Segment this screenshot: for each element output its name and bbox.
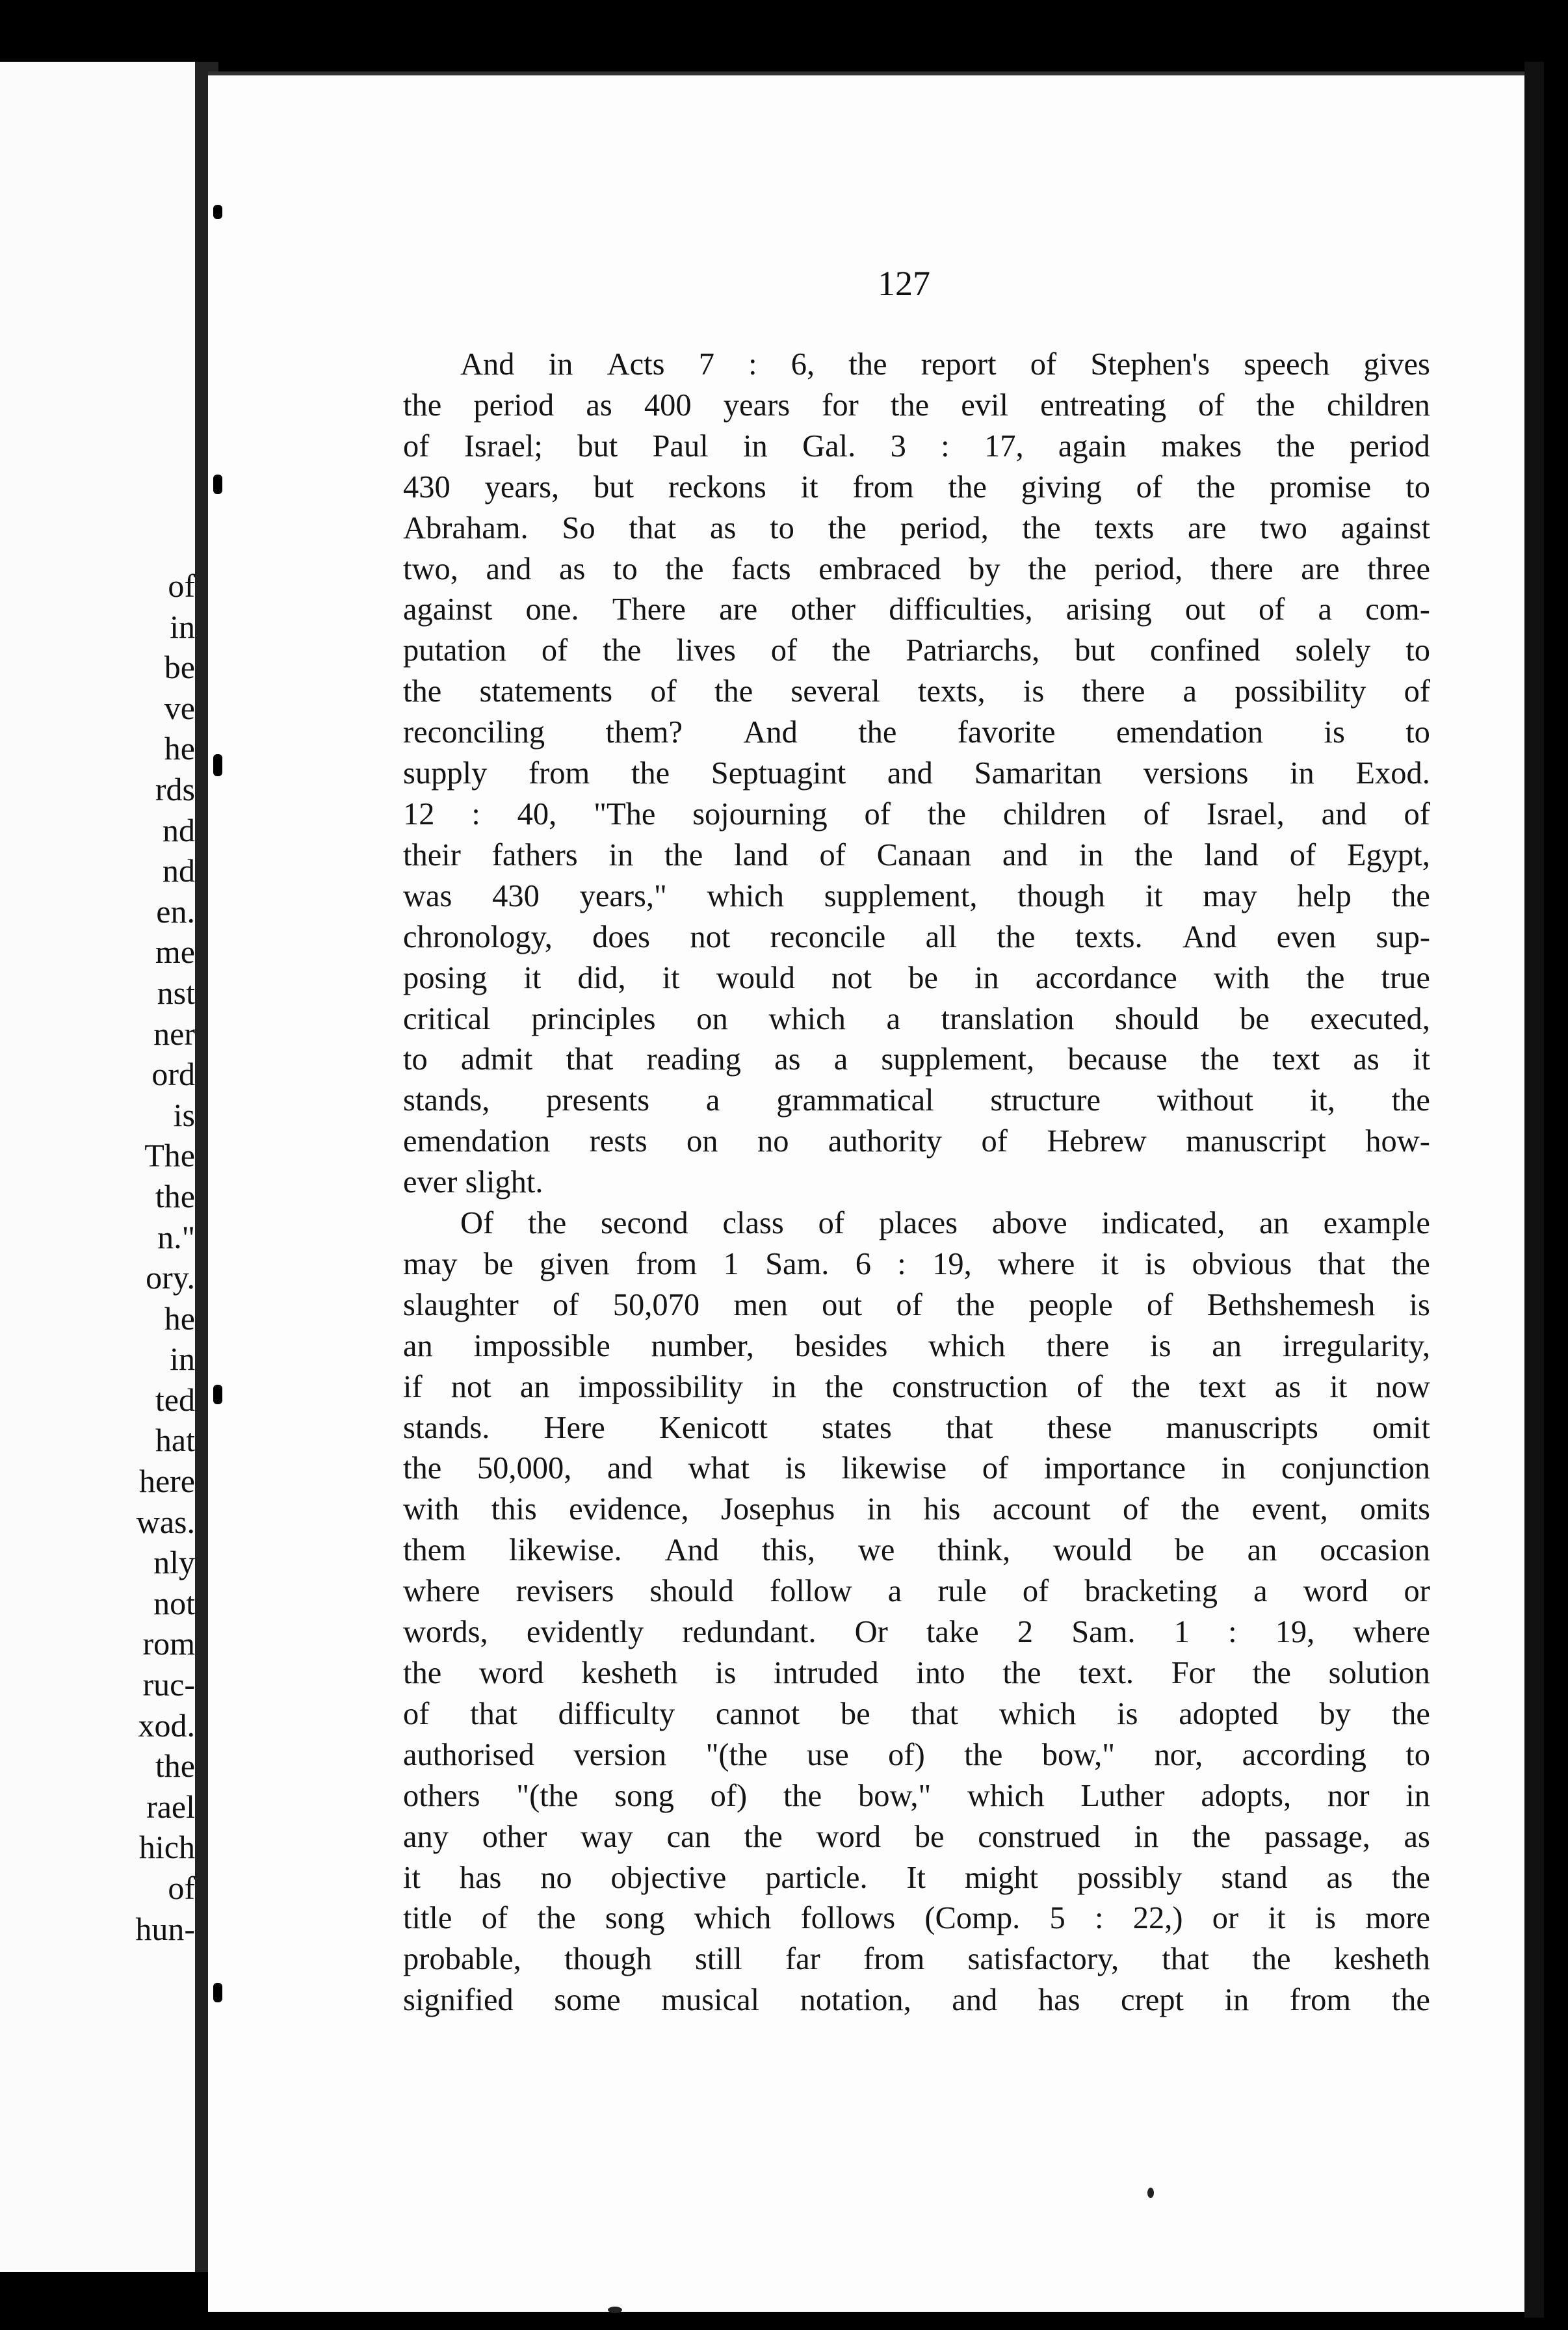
facing-page-fragment: nd [163, 852, 195, 889]
facing-page-fragment: nst [157, 974, 195, 1011]
facing-page-fragment: rom [142, 1625, 195, 1662]
text-line: to admit that reading as a supplement, because the text as it [403, 1042, 1430, 1077]
text-line: signified some musical notation, and has crept in from the [403, 1983, 1430, 2018]
text-line: the statements of the several texts, is there a possibility of [403, 674, 1430, 709]
binding-mark [213, 1983, 222, 2002]
facing-page-fragment: not [153, 1584, 195, 1621]
text-line: And in Acts 7 : 6, the report of Stephen's speech gives [460, 347, 1430, 382]
facing-page-fragment: ve [164, 689, 195, 726]
text-line: 430 years, but reckons it from the giving of the promise to [403, 469, 1430, 504]
facing-page-fragment: xod. [138, 1707, 195, 1744]
facing-page-fragment: hun- [135, 1910, 195, 1947]
facing-page-fragment: rds [155, 770, 195, 807]
facing-page-fragment: the [155, 1747, 195, 1785]
facing-page-fragment: the [155, 1177, 195, 1214]
text-line: them likewise. And this, we think, would be an occasion [403, 1533, 1430, 1568]
facing-page-fragment: he [164, 730, 195, 767]
facing-page-fragment: ruc- [142, 1666, 195, 1703]
facing-page-fragment: The [144, 1137, 195, 1174]
text-line: supply from the Septuagint and Samaritan versions in Exod. [403, 756, 1430, 791]
text-line: authorised version "(the use of) the bow," nor, according to [403, 1737, 1430, 1772]
facing-page-fragment: nly [153, 1544, 195, 1581]
text-line: was 430 years," which supplement, though it may help the [403, 878, 1430, 913]
text-line: stands. Here Kenicott states that these manuscripts omit [403, 1410, 1430, 1445]
facing-page-fragment: here [138, 1463, 195, 1500]
facing-page-fragment: of [168, 1870, 195, 1906]
page-edge-shadow [1524, 62, 1544, 2318]
text-line: ever slight. [403, 1165, 543, 1200]
text-line: others "(the song of) the bow," which Luther adopts, nor in [403, 1778, 1430, 1813]
text-line: stands, presents a grammatical structure without it, the [403, 1083, 1430, 1118]
page-number: 127 [878, 264, 930, 303]
text-line: the word kesheth is intruded into the text. For the solution [403, 1656, 1430, 1690]
text-line: against one. There are other difficulties, arising out of a com- [403, 592, 1430, 627]
text-line: any other way can the word be construed in the passage, as [403, 1819, 1430, 1854]
text-line: of Israel; but Paul in Gal. 3 : 17, again makes the period [403, 428, 1430, 464]
facing-page-fragment: ord [151, 1056, 195, 1093]
facing-page-fragment: ory. [146, 1259, 195, 1296]
facing-page-fragment: was. [136, 1503, 195, 1540]
binding-mark [213, 754, 222, 776]
text-line: two, and as to the facts embraced by the period, there are three [403, 551, 1430, 586]
text-line: it has no objective particle. It might possibly stand as the [403, 1860, 1430, 1895]
text-line: slaughter of 50,070 men out of the people of Bethshemesh is [403, 1287, 1430, 1322]
facing-page-fragment: be [164, 649, 195, 686]
facing-page-fragment: ted [155, 1381, 195, 1418]
facing-page-fragment: en. [156, 893, 195, 930]
text-line: the period as 400 years for the evil entreating of the children [403, 387, 1430, 423]
facing-page-fragment: hich [138, 1829, 195, 1866]
text-line: Abraham. So that as to the period, the texts are two against [403, 510, 1430, 545]
text-line: chronology, does not reconcile all the texts. And even sup- [403, 919, 1430, 954]
facing-page-fragment: is [173, 1096, 195, 1133]
facing-page-fragment: of [168, 568, 195, 604]
text-line: Of the second class of places above indicated, an example [460, 1206, 1430, 1241]
text-line: probable, though still far from satisfactory, that the kesheth [403, 1942, 1430, 1977]
ink-speck [1147, 2188, 1154, 2198]
text-line: 12 : 40, "The sojourning of the children of Israel, and of [403, 796, 1430, 831]
binding-mark [213, 205, 222, 219]
facing-page-text [0, 566, 195, 1949]
text-line: their fathers in the land of Canaan and in the land of Egypt, [403, 837, 1430, 872]
ink-speck [608, 2307, 622, 2313]
text-line: reconciling them? And the favorite emendation is to [403, 715, 1430, 750]
facing-page-fragment: in [170, 1341, 195, 1378]
text-line: critical principles on which a translation should be executed, [403, 1001, 1430, 1036]
facing-page-fragment: me [155, 934, 195, 971]
facing-page-fragment: ner [153, 1015, 195, 1052]
facing-page-fragment: rael [146, 1788, 195, 1825]
text-line: where revisers should follow a rule of bracketing a word or [403, 1574, 1430, 1609]
text-line: posing it did, it would not be in accordance with the true [403, 960, 1430, 995]
text-line: may be given from 1 Sam. 6 : 19, where it is obvious that the [403, 1246, 1430, 1281]
text-line: the 50,000, and what is likewise of importance in conjunction [403, 1451, 1430, 1486]
text-line: with this evidence, Josephus in his account of the event, omits [403, 1492, 1430, 1527]
text-line: an impossible number, besides which there is an irregularity, [403, 1328, 1430, 1363]
text-line: if not an impossibility in the construction of the text as it now [403, 1369, 1430, 1404]
facing-page-fragment: hat [155, 1422, 195, 1459]
facing-page-fragment: he [164, 1300, 195, 1337]
text-line: title of the song which follows (Comp. 5 : 22,) or it is more [403, 1901, 1430, 1936]
text-line: words, evidently redundant. Or take 2 Sam. 1 : 19, where [403, 1615, 1430, 1650]
text-line: emendation rests on no authority of Hebrew manuscript how- [403, 1124, 1430, 1159]
text-line: of that difficulty cannot be that which is adopted by the [403, 1696, 1430, 1731]
facing-page-fragment: n." [157, 1218, 195, 1255]
binding-mark [213, 475, 222, 494]
facing-page-fragment: in [170, 608, 195, 645]
facing-page-fragment: nd [163, 811, 195, 848]
binding-mark [213, 1385, 222, 1404]
text-line: putation of the lives of the Patriarchs, but confined solely to [403, 633, 1430, 668]
page-body-text [403, 345, 1430, 2021]
